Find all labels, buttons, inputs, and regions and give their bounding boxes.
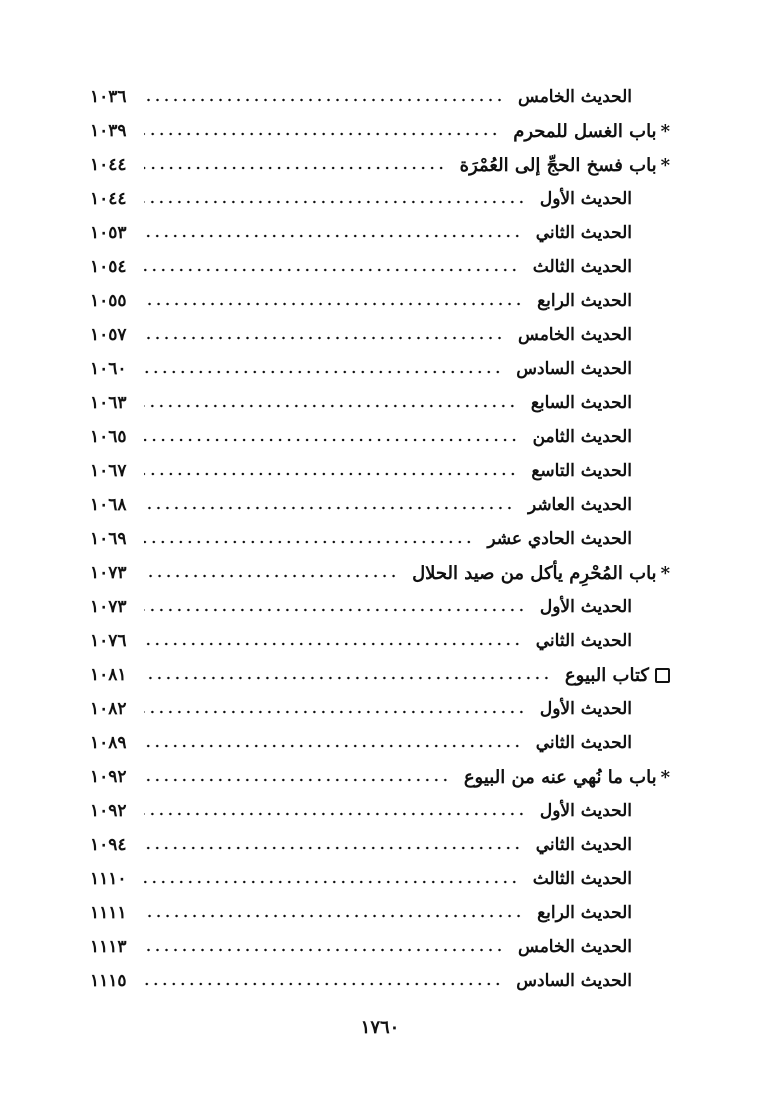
toc-entry-title-text: باب الغسل للمحرم xyxy=(513,120,657,142)
dot-leader xyxy=(144,472,517,476)
toc-entry-title-text: كتاب البيوع xyxy=(564,664,649,686)
dot-leader xyxy=(144,404,517,408)
toc-entry-title xyxy=(529,291,670,311)
toc-entry[interactable] xyxy=(90,590,670,624)
toc-entry-title xyxy=(510,87,670,107)
toc-entry-page-number: ١٠٧٣ xyxy=(90,597,127,617)
toc-entry[interactable] xyxy=(90,420,670,454)
dot-leader xyxy=(144,982,502,986)
toc-entry-title-text: باب المُحْرِم يأكل من صيد الحلال xyxy=(412,562,657,584)
toc-entry-title xyxy=(525,257,670,277)
square-bullet-icon xyxy=(655,668,670,683)
asterisk-bullet-icon: * xyxy=(660,120,670,142)
dot-leader xyxy=(144,880,519,884)
dot-leader xyxy=(144,642,522,646)
toc-entry-title-text: الحديث الأول xyxy=(539,189,632,209)
dot-leader xyxy=(144,744,522,748)
toc-entry-title-text: الحديث السادس xyxy=(516,359,632,379)
toc-heading-entry[interactable] xyxy=(90,760,670,794)
toc-entry-title xyxy=(510,937,670,957)
dot-leader xyxy=(144,98,504,102)
toc-entry[interactable] xyxy=(90,726,670,760)
toc-entry-title-text: الحديث الخامس xyxy=(518,87,632,107)
toc-entry-title xyxy=(529,903,670,923)
dot-leader xyxy=(144,506,514,510)
toc-entry[interactable] xyxy=(90,318,670,352)
dot-leader xyxy=(144,166,446,170)
toc-entry-title-text: الحديث السادس xyxy=(516,971,632,991)
toc-entry-title xyxy=(404,563,670,584)
toc-entry[interactable] xyxy=(90,930,670,964)
toc-entry-title-text: الحديث العاشر xyxy=(527,495,632,515)
toc-entry-page-number: ١٠٦٠ xyxy=(90,359,127,379)
toc-entry[interactable] xyxy=(90,80,670,114)
toc-entry-title-text: الحديث الرابع xyxy=(537,291,632,311)
toc-entry-page-number: ١٠٦٥ xyxy=(90,427,127,447)
toc-entry[interactable] xyxy=(90,284,670,318)
toc-entry-title-text: الحديث الثاني xyxy=(535,835,632,855)
dot-leader xyxy=(144,268,519,272)
toc-entry-title-text: الحديث الحادي عشر xyxy=(487,529,632,549)
toc-entry-title-text: الحديث الثامن xyxy=(532,427,632,447)
toc-entry[interactable] xyxy=(90,828,670,862)
toc-entry[interactable] xyxy=(90,624,670,658)
toc-entry[interactable] xyxy=(90,964,670,998)
dot-leader xyxy=(144,336,504,340)
toc-entry-page-number: ١٠٩٢ xyxy=(90,767,127,787)
toc-entry-title-text: الحديث التاسع xyxy=(531,461,632,481)
toc-entry-page-number: ١٠٣٦ xyxy=(90,87,127,107)
toc-entry-page-number: ١٠٨١ xyxy=(90,665,127,685)
toc-entry-title-text: الحديث الثاني xyxy=(535,223,632,243)
toc-heading-entry[interactable] xyxy=(90,658,670,692)
toc-entry-page-number: ١٠٨٢ xyxy=(90,699,127,719)
toc-entry[interactable] xyxy=(90,386,670,420)
dot-leader xyxy=(144,200,526,204)
toc-entry-page-number: ١٠٩٢ xyxy=(90,801,127,821)
toc-entry[interactable] xyxy=(90,692,670,726)
toc-entry[interactable] xyxy=(90,488,670,522)
toc-entry-page-number: ١٠٥٧ xyxy=(90,325,127,345)
toc-entry-title xyxy=(508,359,670,379)
toc-entry-page-number: ١٠٥٣ xyxy=(90,223,127,243)
toc-entry-title xyxy=(452,155,670,176)
toc-entry-title xyxy=(508,971,670,991)
toc-entry-title xyxy=(520,495,670,515)
toc-entry-title-text: الحديث الثالث xyxy=(532,869,632,889)
toc-entry[interactable] xyxy=(90,794,670,828)
toc-entry-page-number: ١٠٤٤ xyxy=(90,155,127,175)
toc-entry[interactable] xyxy=(90,250,670,284)
dot-leader xyxy=(144,778,450,782)
asterisk-bullet-icon: * xyxy=(660,154,670,176)
dot-leader xyxy=(144,608,526,612)
table-of-contents xyxy=(90,80,670,998)
toc-entry-title-text: الحديث الثالث xyxy=(532,257,632,277)
toc-entry-title xyxy=(532,801,670,821)
dot-leader xyxy=(144,574,398,578)
toc-entry-title-text: باب فسخ الحجِّ إلى العُمْرَة xyxy=(459,154,657,176)
dot-leader xyxy=(144,132,499,136)
toc-entry-title-text: الحديث الأول xyxy=(539,801,632,821)
toc-entry-title xyxy=(523,461,670,481)
toc-entry-title-text: الحديث الخامس xyxy=(518,937,632,957)
toc-entry-title xyxy=(532,699,670,719)
toc-entry-page-number: ١٠٦٨ xyxy=(90,495,127,515)
page-number: ١٧٦٠ xyxy=(360,1017,400,1038)
toc-entry-page-number: ١١١٠ xyxy=(90,869,127,889)
toc-entry[interactable] xyxy=(90,522,670,556)
toc-entry-title-text: الحديث الثاني xyxy=(535,631,632,651)
toc-entry-title-text: الحديث الثاني xyxy=(535,733,632,753)
dot-leader xyxy=(144,302,523,306)
toc-entry-title xyxy=(528,631,670,651)
dot-leader xyxy=(144,710,526,714)
toc-entry-title xyxy=(528,835,670,855)
toc-entry-page-number: ١٠٧٦ xyxy=(90,631,127,651)
toc-entry[interactable] xyxy=(90,216,670,250)
toc-entry-title xyxy=(557,665,670,686)
dot-leader xyxy=(144,914,523,918)
toc-entry-page-number: ١١١٣ xyxy=(90,937,127,957)
dot-leader xyxy=(144,846,522,850)
toc-entry-title xyxy=(528,733,670,753)
toc-entry-title xyxy=(525,427,670,447)
dot-leader xyxy=(144,948,504,952)
toc-entry-title-text: الحديث الأول xyxy=(539,597,632,617)
toc-entry-title xyxy=(525,869,670,889)
toc-entry-page-number: ١٠٦٩ xyxy=(90,529,127,549)
dot-leader xyxy=(144,812,526,816)
toc-heading-entry[interactable] xyxy=(90,148,670,182)
toc-entry-title xyxy=(532,189,670,209)
toc-entry-title-text: الحديث السابع xyxy=(530,393,632,413)
toc-entry-title xyxy=(479,529,670,549)
toc-entry[interactable] xyxy=(90,182,670,216)
toc-entry-title xyxy=(532,597,670,617)
asterisk-bullet-icon: * xyxy=(660,766,670,788)
toc-entry-title-text: الحديث الخامس xyxy=(518,325,632,345)
asterisk-bullet-icon: * xyxy=(660,562,670,584)
toc-entry-title-text: الحديث الأول xyxy=(539,699,632,719)
toc-entry-title xyxy=(528,223,670,243)
dot-leader xyxy=(144,234,522,238)
toc-entry[interactable] xyxy=(90,454,670,488)
toc-entry-page-number: ١٠٣٩ xyxy=(90,121,127,141)
toc-entry-title xyxy=(510,325,670,345)
toc-heading-entry[interactable] xyxy=(90,556,670,590)
toc-entry-page-number: ١٠٥٥ xyxy=(90,291,127,311)
toc-entry[interactable] xyxy=(90,352,670,386)
toc-entry-page-number: ١٠٦٧ xyxy=(90,461,127,481)
toc-entry-title xyxy=(523,393,670,413)
toc-entry[interactable] xyxy=(90,896,670,930)
toc-entry-page-number: ١٠٩٤ xyxy=(90,835,127,855)
toc-entry-title xyxy=(505,121,670,142)
toc-entry-page-number: ١١١١ xyxy=(90,903,127,923)
dot-leader xyxy=(144,676,551,680)
toc-entry[interactable] xyxy=(90,862,670,896)
dot-leader xyxy=(144,370,502,374)
dot-leader xyxy=(144,540,473,544)
dot-leader xyxy=(144,438,519,442)
toc-heading-entry[interactable] xyxy=(90,114,670,148)
toc-entry-page-number: ١٠٥٤ xyxy=(90,257,127,277)
toc-entry-page-number: ١٠٨٩ xyxy=(90,733,127,753)
toc-entry-page-number: ١١١٥ xyxy=(90,971,127,991)
toc-entry-page-number: ١٠٦٣ xyxy=(90,393,127,413)
toc-entry-title-text: باب ما نُهي عنه من البيوع xyxy=(463,766,657,788)
toc-entry-title xyxy=(456,767,670,788)
toc-entry-page-number: ١٠٤٤ xyxy=(90,189,127,209)
toc-entry-title-text: الحديث الرابع xyxy=(537,903,632,923)
toc-entry-page-number: ١٠٧٣ xyxy=(90,563,127,583)
